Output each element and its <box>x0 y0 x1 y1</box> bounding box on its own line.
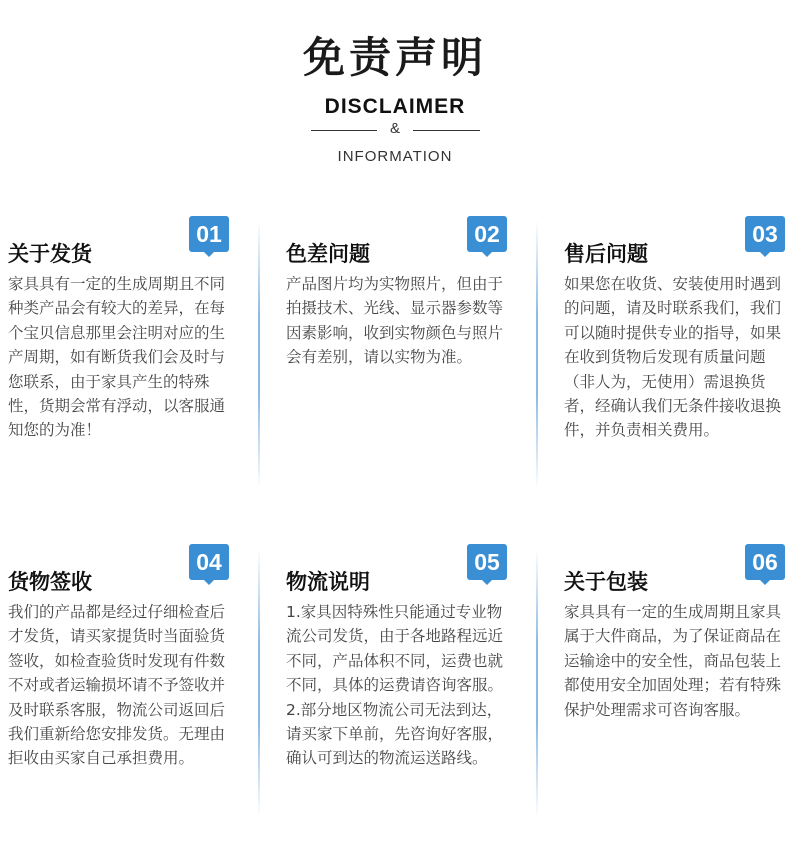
card-title: 关于发货 <box>8 242 92 266</box>
badge-number: 04 <box>189 544 229 580</box>
column-divider <box>536 220 538 490</box>
card-body <box>286 272 514 370</box>
badge-tail <box>203 579 215 585</box>
header <box>0 0 790 190</box>
card-paragraph: 1.家具因特殊性只能通过专业物流公司发货，由于各地路程远近不同，产品体积不同，运费也就不同，具体的运费请咨询客服。 <box>286 603 504 695</box>
card-title: 色差问题 <box>286 242 370 266</box>
column-divider <box>536 548 538 818</box>
page-subtitle-en: INFORMATION <box>337 148 453 165</box>
card-title: 货物签收 <box>8 570 92 594</box>
card-paragraph: 2.部分地区物流公司无法到达，请买家下单前，先咨询好客服，确认可到达的物流运送路线。 <box>286 700 504 768</box>
card-title: 售后问题 <box>564 242 648 266</box>
ampersand: & <box>389 120 400 137</box>
badge-number: 06 <box>745 544 785 580</box>
badge-number: 01 <box>189 216 229 252</box>
card-title: 关于包装 <box>564 570 648 594</box>
card-paragraph: 如果您在收货、安装使用时遇到的问题，请及时联系我们，我们可以随时提供专业的指导，如果在收到货物后发现有质量问题（非人为，无使用）需退换货者，经确认我们无条件接收退换件，并负责相关费用。 <box>564 275 782 440</box>
page-title-en: DISCLAIMER <box>324 95 466 118</box>
number-badge <box>189 544 229 584</box>
badge-number: 03 <box>745 216 785 252</box>
badge-tail <box>759 579 771 585</box>
card-body <box>8 272 236 443</box>
number-badge <box>467 216 507 256</box>
badge-tail <box>481 251 493 257</box>
separator-line-right <box>413 130 480 131</box>
card-paragraph: 家具具有一定的生成周期且不同种类产品会有较大的差异，在每个宝贝信息那里会注明对应的生产周期，如有断货我们会及时与您联系，由于家具产生的特殊性，货期会常有浮动，以客服通知您的为准！ <box>8 275 226 440</box>
card-body <box>564 272 790 443</box>
number-badge <box>745 544 785 584</box>
badge-number: 02 <box>467 216 507 252</box>
card-paragraph: 我们的产品都是经过仔细检查后才发货，请买家提货时当面验货签收，如检查验货时发现有件数不对或者运输损坏请不予签收并及时联系客服，物流公司返回后我们重新给您安排发货。无理由拒收由买家自己承担费用。 <box>8 603 226 768</box>
card-paragraph: 家具具有一定的生成周期且家具属于大件商品，为了保证商品在运输途中的安全性，商品包装上都使用安全加固处理；若有特殊保护处理需求可咨询客服。 <box>564 603 782 719</box>
badge-number: 05 <box>467 544 507 580</box>
number-badge <box>745 216 785 256</box>
card-paragraph: 产品图片均为实物照片，但由于拍摄技术、光线、显示器参数等因素影响，收到实物颜色与照片会有差别，请以实物为准。 <box>286 275 504 367</box>
card-body <box>8 600 236 771</box>
card-body <box>564 600 790 722</box>
card-title: 物流说明 <box>286 570 370 594</box>
page-title: 免责声明 <box>302 33 487 82</box>
badge-tail <box>203 251 215 257</box>
number-badge <box>189 216 229 256</box>
column-divider <box>258 548 260 818</box>
separator-line-left <box>311 130 377 131</box>
number-badge <box>467 544 507 584</box>
card-body <box>286 600 514 771</box>
badge-tail <box>481 579 493 585</box>
badge-tail <box>759 251 771 257</box>
column-divider <box>258 220 260 490</box>
